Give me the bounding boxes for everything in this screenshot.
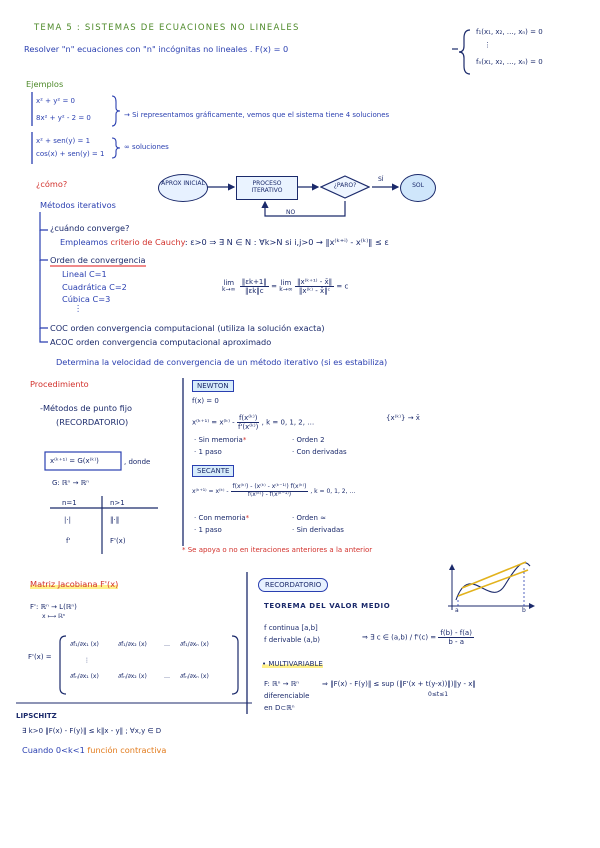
converge-question: ¿cuándo converge? (50, 223, 130, 233)
cauchy-formula: : ε>0 ⇒ ∃ N ∈ N : ∀k>N si i,j>0 → ‖x⁽ᵏ⁺ⁱ⁾ - x⁽ᵏ⁾‖ ≤ ε (184, 237, 389, 247)
secante-memoria-asterisk: * (245, 514, 250, 522)
lipschitz-label: LIPSCHITZ (16, 712, 57, 720)
matrix-mn2: ∂fₙ/∂x₂ (x) (118, 673, 147, 680)
newton-formula-num: f(x⁽ᵏ⁾) (238, 414, 258, 422)
ejemplos-label: Ejemplos (26, 79, 64, 89)
jacobiana-map1: F': ℝⁿ → L(ℝⁿ) (30, 603, 77, 611)
secante-bullet-memoria (194, 514, 249, 522)
lim-sub-2: k→∞ (279, 286, 293, 294)
matrix-cdots-bottom: … (164, 673, 170, 680)
orden-cuadratica: Cuadrática C=2 (62, 282, 127, 292)
flow-node-paro (320, 175, 370, 199)
lim-den: ‖εk‖c (244, 287, 264, 296)
tvm-derivable: f derivable (a,b) (264, 636, 321, 644)
example2-eq1: x² + sen(y) = 1 (36, 137, 91, 145)
system-eq-top: f₁(x₁, x₂, …, xₙ) = 0 (476, 28, 543, 36)
fixed-point-donde: , donde (124, 458, 151, 466)
secante-formula-num: f(x⁽ᵏ⁾) - (x⁽ᵏ⁾ - x⁽ᵏ⁻¹⁾) f(x⁽ᵏ⁾) (232, 483, 307, 490)
newton-formula-den: f'(x⁽ᵏ⁾) (237, 423, 259, 432)
secante-bullet-paso: · 1 paso (194, 526, 222, 534)
como-label: ¿cómo? (36, 179, 68, 189)
multi-sup-sub: 0≤t≤1 (428, 691, 449, 698)
jacobiana-map2: x ⟼ ℝⁿ (42, 613, 66, 620)
jacobiana-label: Matriz Jacobiana F'(x) (30, 579, 119, 589)
example1-comment: → Si representamos gráficamente, vemos que el sistema tiene 4 soluciones (124, 111, 390, 119)
contractiva-highlight: función contractiva (87, 745, 167, 755)
cauchy-name: criterio de Cauchy (110, 237, 185, 247)
orden-cubica: Cúbica C=3 (62, 294, 111, 304)
orden-label: Orden de convergencia (50, 256, 146, 267)
table-cell-norm: ‖·‖ (110, 516, 120, 524)
limit-formula (222, 278, 348, 295)
coc-line: COC orden convergencia computacional (utiliza la solución exacta) (50, 323, 325, 333)
lim-den-2: ‖x⁽ᵏ⁾ - x̄‖ᶜ (298, 287, 331, 296)
lim-sub: k→∞ (222, 286, 236, 294)
g-map: G: ℝⁿ → ℝⁿ (52, 479, 89, 487)
matrix-m12: ∂f₁/∂x₂ (x) (118, 641, 147, 648)
lim-text: lim (223, 279, 235, 288)
footnote-memoria: * Se apoya o no en iteraciones anteriores a la anterior (182, 546, 373, 554)
jacobiana-fx: F'(x) = (28, 653, 52, 661)
matrix-cdots-top: … (164, 641, 170, 648)
flow-node-sol-label: SOL (412, 182, 424, 189)
flow-node-aprox (158, 174, 208, 202)
secante-bullet-memoria-text: · Con memoria (194, 514, 246, 522)
example2-comment: ∞ soluciones (124, 143, 169, 151)
lim-num-2: ‖x⁽ᵏ⁺¹⁾ - x̄‖ (296, 278, 333, 286)
example1-eq1: x² + y² = 0 (36, 97, 75, 105)
topic-title: TEMA 5 : SISTEMAS DE ECUACIONES NO LINEALES (34, 23, 300, 33)
matrix-m11: ∂f₁/∂x₁ (x) (70, 641, 99, 648)
system-eq-dots: ⋮ (484, 41, 491, 49)
procedimiento-label: Procedimiento (30, 379, 89, 389)
table-cell-jacobian: F'(x) (110, 537, 126, 545)
tvm-continua: f continua [a,b] (264, 624, 318, 632)
flow-node-proceso (236, 176, 298, 200)
table-header-n1: n=1 (62, 499, 77, 507)
multi-map: F: ℝⁿ → ℝⁿ (264, 680, 300, 688)
orden-dots: ⋮ (74, 303, 83, 313)
example2-eq2: cos(x) + sen(y) = 1 (36, 150, 105, 158)
acoc-line: ACOC orden convergencia computacional aproximado (50, 337, 272, 347)
contractiva-line (22, 746, 166, 755)
newton-bullet-orden: · Orden 2 (292, 436, 325, 444)
determina-line: Determina la velocidad de convergencia de un método iterativo (si es estabiliza) (56, 357, 388, 367)
lim-num: ‖εk+1‖ (241, 278, 267, 286)
newton-bullet-derivadas: · Con derivadas (292, 448, 347, 456)
flow-node-aprox-label: APROX INICIAL (161, 180, 205, 187)
tvm-title: TEOREMA DEL VALOR MEDIO (264, 602, 391, 610)
example1-eq2: 8x² + y² - 2 = 0 (36, 114, 91, 122)
multivariable-label: • MULTIVARIABLE (262, 660, 323, 668)
lim-eq: = (271, 282, 277, 291)
orden-lineal: Lineal C=1 (62, 269, 107, 279)
secante-formula-k: , k = 0, 1, 2, … (310, 487, 356, 495)
multi-diferenciable: diferenciable (264, 692, 310, 700)
cauchy-line (60, 238, 389, 247)
matrix-mn1: ∂fₙ/∂x₁ (x) (70, 673, 99, 680)
metodos-iterativos: Métodos iterativos (40, 200, 116, 210)
system-eq-bottom: fₙ(x₁, x₂, …, xₙ) = 0 (476, 58, 543, 66)
graph-a-label: a (455, 607, 459, 614)
lipschitz-formula: ∃ k>0 ‖F(x) - F(y)‖ ≤ k‖x - y‖ ; ∀x,y ∈ D (22, 727, 162, 735)
newton-bullet-paso: · 1 paso (194, 448, 222, 456)
secante-label: SECANTE (192, 465, 234, 477)
multi-domain: en D⊂ℝⁿ (264, 704, 295, 712)
table-header-ngt1: n>1 (110, 499, 125, 507)
lim-result: = c (336, 282, 349, 291)
tvm-num: f(b) - f(a) (440, 629, 472, 637)
contractiva-prefix: Cuando 0<k<1 (22, 745, 85, 755)
newton-formula-lhs: x⁽ᵏ⁺¹⁾ = x⁽ᵏ⁾ - (192, 418, 235, 427)
intro-text: Resolver "n" ecuaciones con "n" incógnitas no lineales . F(x) = 0 (24, 44, 289, 54)
recordatorio-label: RECORDATORIO (258, 578, 328, 592)
secante-bullet-derivadas: · Sin derivadas (292, 526, 344, 534)
table-cell-fprime: f' (66, 537, 71, 545)
matrix-vdots: ⋮ (84, 657, 90, 664)
tvm-result-pre: ⇒ ∃ c ∈ (a,b) / f'(c) = (362, 633, 437, 642)
newton-label: NEWTON (192, 380, 234, 392)
matrix-mnn: ∂fₙ/∂xₙ (x) (180, 673, 209, 680)
newton-memoria-asterisk: * (242, 436, 247, 444)
newton-formula-k: , k = 0, 1, 2, … (261, 418, 315, 427)
lim-text-2: lim (280, 279, 292, 288)
matrix-m1n: ∂f₁/∂xₙ (x) (180, 641, 209, 648)
newton-bullet-memoria (194, 436, 246, 444)
secante-formula (192, 484, 355, 499)
fixed-point-formula: x⁽ᵏ⁺¹⁾ = G(x⁽ᵏ⁾) (50, 457, 99, 465)
newton-formula (192, 414, 314, 431)
secante-bullet-orden: · Orden ≈ (292, 514, 326, 522)
flow-edge-si: SÍ (378, 176, 384, 183)
graph-b-label: b (522, 607, 526, 614)
flow-node-proceso-label: PROCESO ITERATIVO (251, 180, 283, 194)
newton-sequence: {x⁽ᵏ⁾} → x̄ (386, 414, 420, 422)
table-cell-abs: |·| (64, 516, 71, 524)
secante-formula-lhs: x⁽ᵏ⁺¹⁾ = x⁽ᵏ⁾ - (192, 487, 229, 495)
recordatorio-note: (RECORDATORIO) (56, 417, 129, 427)
multi-inequality: ⇒ ‖F(x) - F(y)‖ ≤ sup (‖F'(x + t(y-x))‖)‖y - x‖ (322, 680, 476, 688)
flow-node-paro-label: ¿PARO? (333, 182, 357, 189)
cauchy-prefix: Empleamos (60, 237, 108, 247)
newton-eq: f(x) = 0 (192, 397, 219, 405)
flow-node-sol (400, 174, 436, 202)
flow-edge-no: NO (286, 209, 296, 216)
tvm-den: b - a (448, 638, 465, 647)
tvm-result (362, 629, 474, 646)
metodos-punto-fijo: -Métodos de punto fijo (40, 403, 133, 413)
newton-bullet-memoria-text: · Sin memoria (194, 436, 243, 444)
secante-formula-den: f(x⁽ᵏ⁾) - f(x⁽ᵏ⁻¹⁾) (247, 490, 292, 498)
